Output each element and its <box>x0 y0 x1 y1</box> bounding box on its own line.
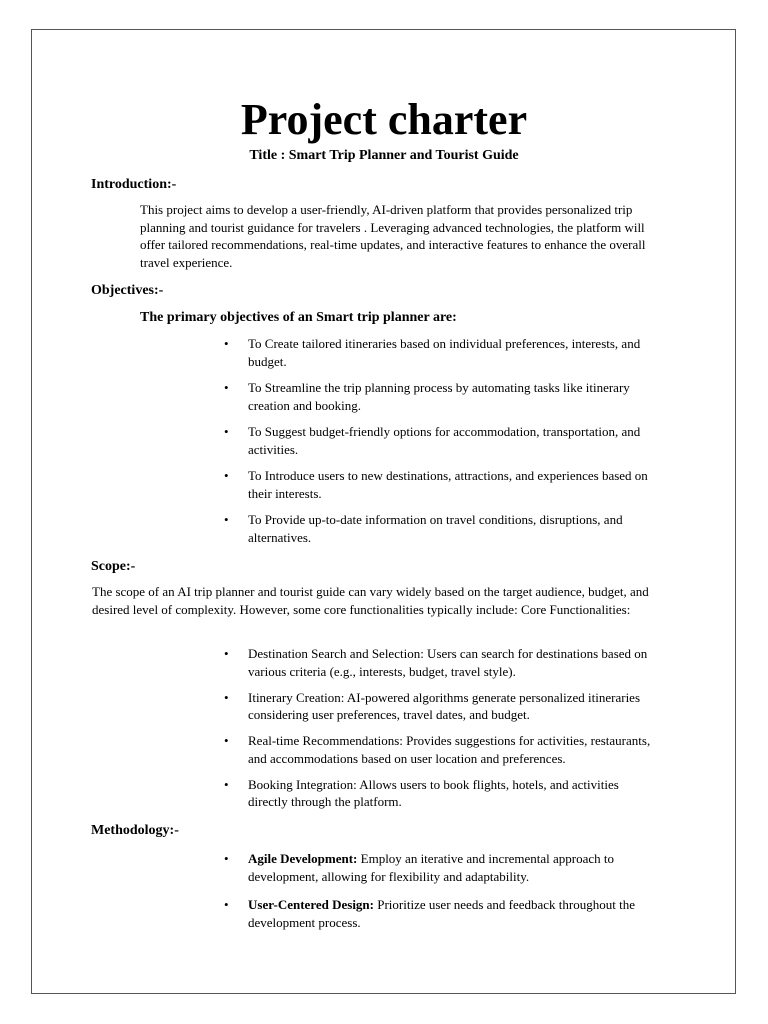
list-item <box>224 689 654 724</box>
methodology-item-lead: User-Centered Design: <box>248 897 374 912</box>
bullet-icon: • <box>224 897 229 912</box>
list-item-text: Booking Integration: Allows users to book flights, hotels, and activities directly through the platform. <box>248 776 619 809</box>
list-item <box>224 645 654 680</box>
list-item <box>224 896 654 931</box>
bullet-icon: • <box>224 733 229 748</box>
bullet-icon: • <box>224 336 229 351</box>
list-item-text: To Suggest budget-friendly options for accommodation, transportation, and activities. <box>248 424 641 457</box>
list-item-text: To Provide up-to-date information on travel conditions, disruptions, and alternatives. <box>248 512 623 545</box>
list-item <box>224 467 654 502</box>
bullet-icon: • <box>224 468 229 483</box>
list-item <box>224 850 654 885</box>
scope-list <box>224 645 654 819</box>
document-subtitle: Title : Smart Trip Planner and Tourist Guide <box>249 148 519 163</box>
bullet-icon: • <box>224 851 229 866</box>
list-item <box>224 511 654 546</box>
objectives-lead: The primary objectives of an Smart trip planner are: <box>140 310 457 325</box>
bullet-icon: • <box>224 424 229 439</box>
bullet-icon: • <box>224 380 229 395</box>
methodology-item-text: Employ an iterative and incremental approach to development, allowing for flexibility and adaptability. <box>248 851 615 884</box>
scope-text: The scope of an AI trip planner and tourist guide can vary widely based on the target audience, budget, and desired level of complexity. However, some core functionalities typically include: Core Functionalities: <box>92 584 649 617</box>
bullet-icon: • <box>224 776 229 792</box>
list-item-text: Itinerary Creation: AI-powered algorithms generate personalized itineraries considering user preferences, travel dates, and budget. <box>248 689 641 722</box>
introduction-text: This project aims to develop a user-friendly, AI-driven platform that provides personalized trip planning and tourist guidance for travelers . Leveraging advanced technologies, the platform will offer tailored recommendations, real-time updates, and interactive features to enhance the overall travel experience. <box>140 202 646 270</box>
bullet-icon: • <box>224 646 229 661</box>
list-item-text: Real-time Recommendations: Provides suggestions for activities, restaurants, and accommodations based on user location and preferences. <box>248 733 651 766</box>
bullet-icon: • <box>224 689 229 705</box>
objectives-list <box>224 335 654 555</box>
methodology-list <box>224 850 654 942</box>
methodology-item-lead: Agile Development: <box>248 851 358 866</box>
list-item <box>224 776 654 811</box>
introduction-heading: Introduction:- <box>91 177 177 192</box>
list-item-text: Destination Search and Selection: Users can search for destinations based on various criteria (e.g., interests, budget, travel style). <box>248 646 648 679</box>
bullet-icon: • <box>224 512 229 527</box>
list-item <box>224 335 654 370</box>
scope-heading: Scope:- <box>91 559 136 574</box>
list-item-text: To Create tailored itineraries based on individual preferences, interests, and budget. <box>248 336 641 369</box>
list-item-text: To Streamline the trip planning process by automating tasks like itinerary creation and booking. <box>248 380 630 413</box>
list-item-text: To Introduce users to new destinations, attractions, and experiences based on their interests. <box>248 468 648 501</box>
document-title: Project charter <box>240 95 528 144</box>
list-item <box>224 379 654 414</box>
list-item <box>224 732 654 767</box>
objectives-heading: Objectives:- <box>91 283 164 298</box>
methodology-heading: Methodology:- <box>91 823 179 838</box>
methodology-item-text: Prioritize user needs and feedback throughout the development process. <box>248 897 635 930</box>
list-item <box>224 423 654 458</box>
